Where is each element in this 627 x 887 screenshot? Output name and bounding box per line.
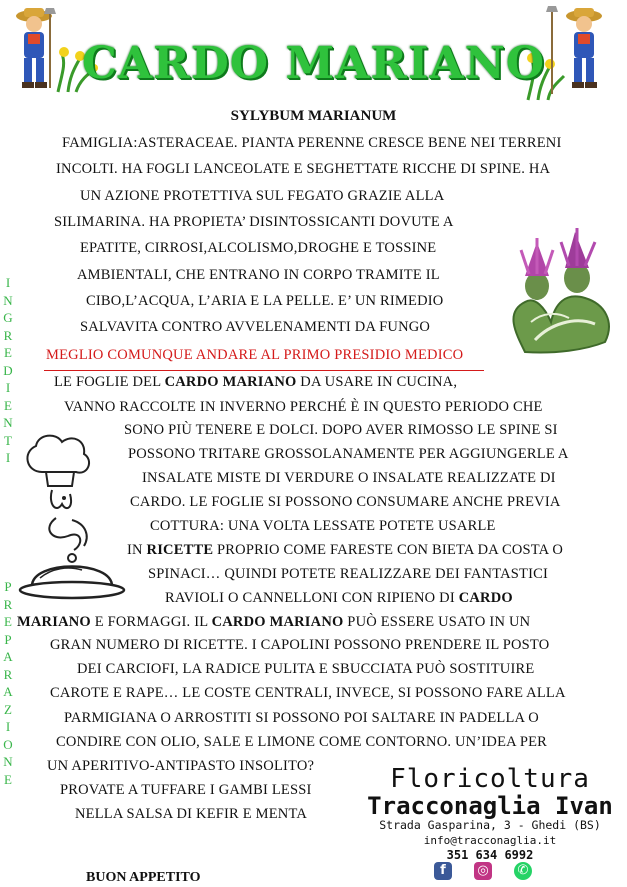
brand-phone[interactable]: 351 634 6992	[446, 848, 534, 862]
text-line: CIBO,L’ACQUA, L’ARIA E LA PELLE. E’ UN RIMEDIO	[86, 293, 444, 309]
text-line: POSSONO TRITARE GROSSOLANAMENTE PER AGGIUNGERLE A	[128, 446, 569, 462]
side-label-letter: E	[4, 345, 12, 360]
text-line: RAVIOLI O CANNELLONI CON RIPIENO DI CARDO	[165, 590, 513, 606]
side-label-letter: T	[4, 432, 12, 448]
side-label-letter: R	[3, 327, 13, 343]
side-label-preparazione	[1, 578, 15, 788]
page-title: CARDO MARIANO	[81, 38, 546, 89]
text-line: LE FOGLIE DEL CARDO MARIANO DA USARE IN CUCINA,	[54, 374, 458, 390]
side-label-letter: A	[3, 649, 13, 664]
text-line: VANNO RACCOLTE IN INVERNO PERCHÉ È IN QUESTO PERIODO CHE	[64, 399, 543, 415]
text-line: MARIANO E FORMAGGI. IL CARDO MARIANO PUÒ ESSERE USATO IN UN	[17, 614, 531, 630]
side-label-letter: I	[5, 275, 11, 290]
brand-name-line1: Floricoltura	[390, 764, 590, 794]
facebook-icon[interactable]: f	[434, 862, 452, 880]
side-label-letter: P	[4, 631, 12, 647]
side-label-letter: I	[5, 719, 11, 734]
text-line: INCOLTI. HA FOGLI LANCEOLATE E SEGHETTATE RICCHE DI SPINE. HA	[56, 161, 551, 177]
side-label-letter: E	[4, 771, 12, 787]
side-label-letter: Z	[4, 701, 12, 717]
whatsapp-icon[interactable]: ✆	[514, 862, 532, 880]
text-line: IN RICETTE PROPRIO COME FARESTE CON BIETA DA COSTA O	[127, 542, 564, 558]
brand-email[interactable]: info@tracconaglia.it	[423, 834, 557, 847]
text-line: SALVAVITA CONTRO AVVELENAMENTI DA FUNGO	[80, 319, 431, 335]
text-line: DEI CARCIOFI, LA RADICE PULITA E SBUCCIATA PUÒ SOSTITUIRE	[77, 661, 535, 677]
side-label-letter: N	[3, 754, 13, 769]
text-line: SILIMARINA. HA PROPIETA’ DISINTOSSICANTI DOVUTE A	[54, 214, 454, 230]
side-label-letter: N	[3, 415, 13, 430]
side-label-letter: P	[4, 579, 12, 594]
warning-underline	[44, 370, 484, 371]
text-line: NELLA SALSA DI KEFIR E MENTA	[75, 806, 308, 822]
text-line: GRAN NUMERO DI RICETTE. I CAPOLINI POSSONO PRENDERE IL POSTO	[50, 637, 550, 653]
closing-text: BUON APPETITO	[86, 870, 201, 885]
text-line: UN APERITIVO-ANTIPASTO INSOLITO?	[47, 758, 315, 774]
text-line: INSALATE MISTE DI VERDURE O INSALATE REALIZZATE DI	[142, 470, 556, 486]
text-line: SONO PIÙ TENERE E DOLCI. DOPO AVER RIMOSSO LE SPINE SI	[124, 422, 558, 438]
text-line: AMBIENTALI, CHE ENTRANO IN CORPO TRAMITE IL	[77, 267, 440, 283]
medical-warning: MEGLIO COMUNQUE ANDARE AL PRIMO PRESIDIO MEDICO	[46, 347, 464, 363]
side-label-letter: R	[3, 666, 13, 682]
text-line: CARDO. LE FOGLIE SI POSSONO CONSUMARE ANCHE PREVIA	[130, 494, 561, 510]
side-label-letter: I	[5, 450, 11, 465]
side-label-letter: E	[4, 397, 12, 413]
side-label-letter: N	[3, 292, 13, 308]
text-line: CAROTE E RAPE… LE COSTE CENTRALI, INVECE, SI POSSONO FARE ALLA	[50, 685, 566, 701]
side-label-letter: D	[3, 362, 13, 378]
text-line: PARMIGIANA O ARROSTITI SI POSSONO POI SALTARE IN PADELLA O	[64, 710, 539, 726]
text-line: EPATITE, CIRROSI,ALCOLISMO,DROGHE E TOSSINE	[80, 240, 437, 256]
side-label-letter: R	[3, 596, 13, 612]
text-line: COTTURA: UNA VOLTA LESSATE POTETE USARLE	[150, 518, 496, 534]
instagram-icon[interactable]: ◎	[474, 862, 492, 880]
brand-name-line2: Tracconaglia Ivan	[367, 792, 613, 820]
text-line: SPINACI… QUINDI POTETE REALIZZARE DEI FANTASTICI	[148, 566, 549, 582]
side-label-letter: I	[5, 380, 11, 395]
side-label-letter: O	[3, 736, 13, 752]
social-icons	[434, 862, 532, 880]
text-line: FAMIGLIA:ASTERACEAE. PIANTA PERENNE CRESCE BENE NEI TERRENI	[62, 135, 562, 151]
side-label-letter: A	[3, 684, 13, 699]
chef-illustration	[12, 432, 132, 604]
milk-thistle-illustration	[495, 212, 625, 354]
brand-address: Strada Gasparina, 3 - Ghedi (BS)	[379, 818, 601, 832]
text-line: UN AZIONE PROTETTIVA SUL FEGATO GRAZIE ALLA	[80, 188, 445, 204]
text-line: CONDIRE CON OLIO, SALE E LIMONE COME CONTORNO. UN’IDEA PER	[56, 734, 548, 750]
botanical-name: SYLYBUM MARIANUM	[230, 108, 397, 124]
text-line: PROVATE A TUFFARE I GAMBI LESSI	[60, 782, 312, 798]
side-label-letter: E	[4, 614, 12, 629]
side-label-letter: G	[3, 310, 13, 325]
